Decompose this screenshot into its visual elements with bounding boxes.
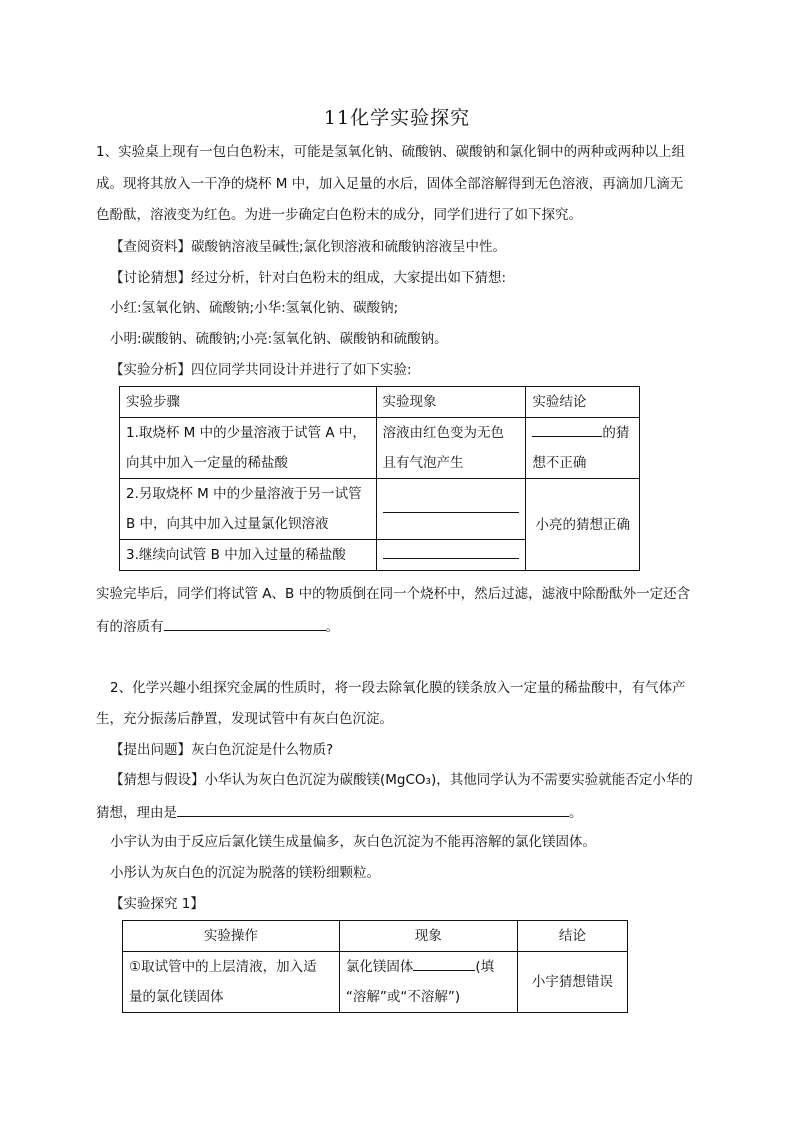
table-header-row [123,921,628,952]
q1-guess-2: 小明:碳酸钠、硫酸钠;小亮:氢氧化钠、碳酸钠和硫酸钠。 [110,331,448,347]
header-conclusion: 实验结论 [526,387,640,418]
table-header-row [120,387,640,418]
row1-step [120,418,377,479]
row1-concl-line-b: 想不正确 [532,455,587,471]
row1-step-line-a: 1.取烧杯 M 中的少量溶液于试管 A 中， [126,425,366,441]
q1-intro-line-1: 1、实验桌上现有一包白色粉末，可能是氢氧化钠、硫酸钠、碳酸钠和氯化铜中的两种或两种以上组 [96,144,686,160]
answer-blank-row1[interactable] [532,421,602,437]
row23-conclusion: 小亮的猜想正确 [526,479,640,571]
answer-blank-reason[interactable] [177,801,569,817]
row1-phenomenon [376,418,526,479]
q2-intro-line-2: 生，充分振荡后静置，发现试管中有灰白色沉淀。 [96,711,393,727]
row1-conclusion [526,418,640,479]
header-conclusion: 结论 [517,921,627,952]
q2-exp1-heading: 【实验探究 1】 [110,896,204,912]
answer-blank-solutes[interactable] [164,615,326,631]
row1-phen-line-a: 溶液由红色变为无色 [382,425,505,441]
table-row [123,952,628,1013]
row1-phen-line-b: 且有气泡产生 [382,455,464,471]
q1-discuss: 【讨论猜想】经过分析，针对白色粉末的组成，大家提出如下猜想: [110,270,507,286]
header-phenomenon: 现象 [339,921,517,952]
q2-xiaotong: 小彤认为灰白色的沉淀为脱落的镁粉细颗粒。 [110,865,380,881]
header-operation: 实验操作 [123,921,340,952]
row2-phenomenon [376,479,526,540]
q1-after-line-1: 实验完毕后，同学们将试管 A、B 中的物质倒在同一个烧杯中，然后过滤，滤液中除酚酞外一定还含 [96,586,691,602]
row2-step [120,479,377,540]
answer-blank-row2[interactable] [383,496,519,513]
row2-step-line-b: B 中，向其中加入过量氯化钡溶液 [126,516,329,532]
q2-row1-operation: ①取试管中的上层清液，加入适 量的氯化镁固体 [123,952,340,1013]
q1-lookup: 【查阅资料】碳酸钠溶液呈碱性;氯化钡溶液和硫酸钠溶液呈中性。 [110,239,507,255]
page-title: 11化学实验探究 [323,107,471,129]
q1-analysis: 【实验分析】四位同学共同设计并进行了如下实验: [110,362,412,378]
q1-intro-line-3: 色酚酞，溶液变为红色。为进一步确定白色粉末的成分，同学们进行了如下探究。 [96,207,582,223]
q2-hypothesis-line-2: 猜想，理由是 。 [96,801,583,823]
q1-guess-1: 小红:氢氧化钠、硫酸钠;小华:氢氧化钠、碳酸钠; [110,300,399,316]
q2-xiaoyu: 小宇认为由于反应后氯化镁生成量偏多，灰白色沉淀为不能再溶解的氯化镁固体。 [110,834,596,850]
q1-intro-line-2: 成。现将其放入一干净的烧杯 M 中，加入足量的水后，固体全部溶解得到无色溶液，再滴加几滴无 [96,176,684,192]
row2-step-line-a: 2.另取烧杯 M 中的少量溶液于另一试管 [126,486,362,502]
q2-row1-phenomenon: 氯化镁固体 (填 “溶解”或“不溶解”) [339,952,517,1013]
answer-blank-row3[interactable] [383,542,519,559]
q1-experiment-table [119,386,640,571]
q2-row1-conclusion: 小宇猜想错误 [517,952,627,1013]
q2-intro-line-1: 2、化学兴趣小组探究金属的性质时，将一段去除氧化膜的镁条放入一定量的稀盐酸中，有气体产 [110,680,686,696]
header-phenomenon: 实验现象 [376,387,526,418]
row1-step-line-b: 向其中加入一定量的稀盐酸 [126,455,288,471]
row3-step: 3.继续向试管 B 中加入过量的稀盐酸 [120,540,377,571]
row1-concl-suffix: 的猜 [602,425,630,441]
answer-blank-dissolve[interactable] [413,955,475,971]
q2-experiment-table [122,920,628,1013]
q2-hypothesis-line-1: 【猜想与假设】小华认为灰白色沉淀为碳酸镁(MgCO₃)，其他同学认为不需要实验就能否定小华的 [110,772,693,788]
row3-phenomenon [376,540,526,571]
table-row [120,479,640,540]
q1-after-line-2: 有的溶质有 。 [96,615,339,637]
header-steps: 实验步骤 [120,387,377,418]
q2-question: 【提出问题】灰白色沉淀是什么物质? [110,742,334,758]
table-row [120,418,640,479]
